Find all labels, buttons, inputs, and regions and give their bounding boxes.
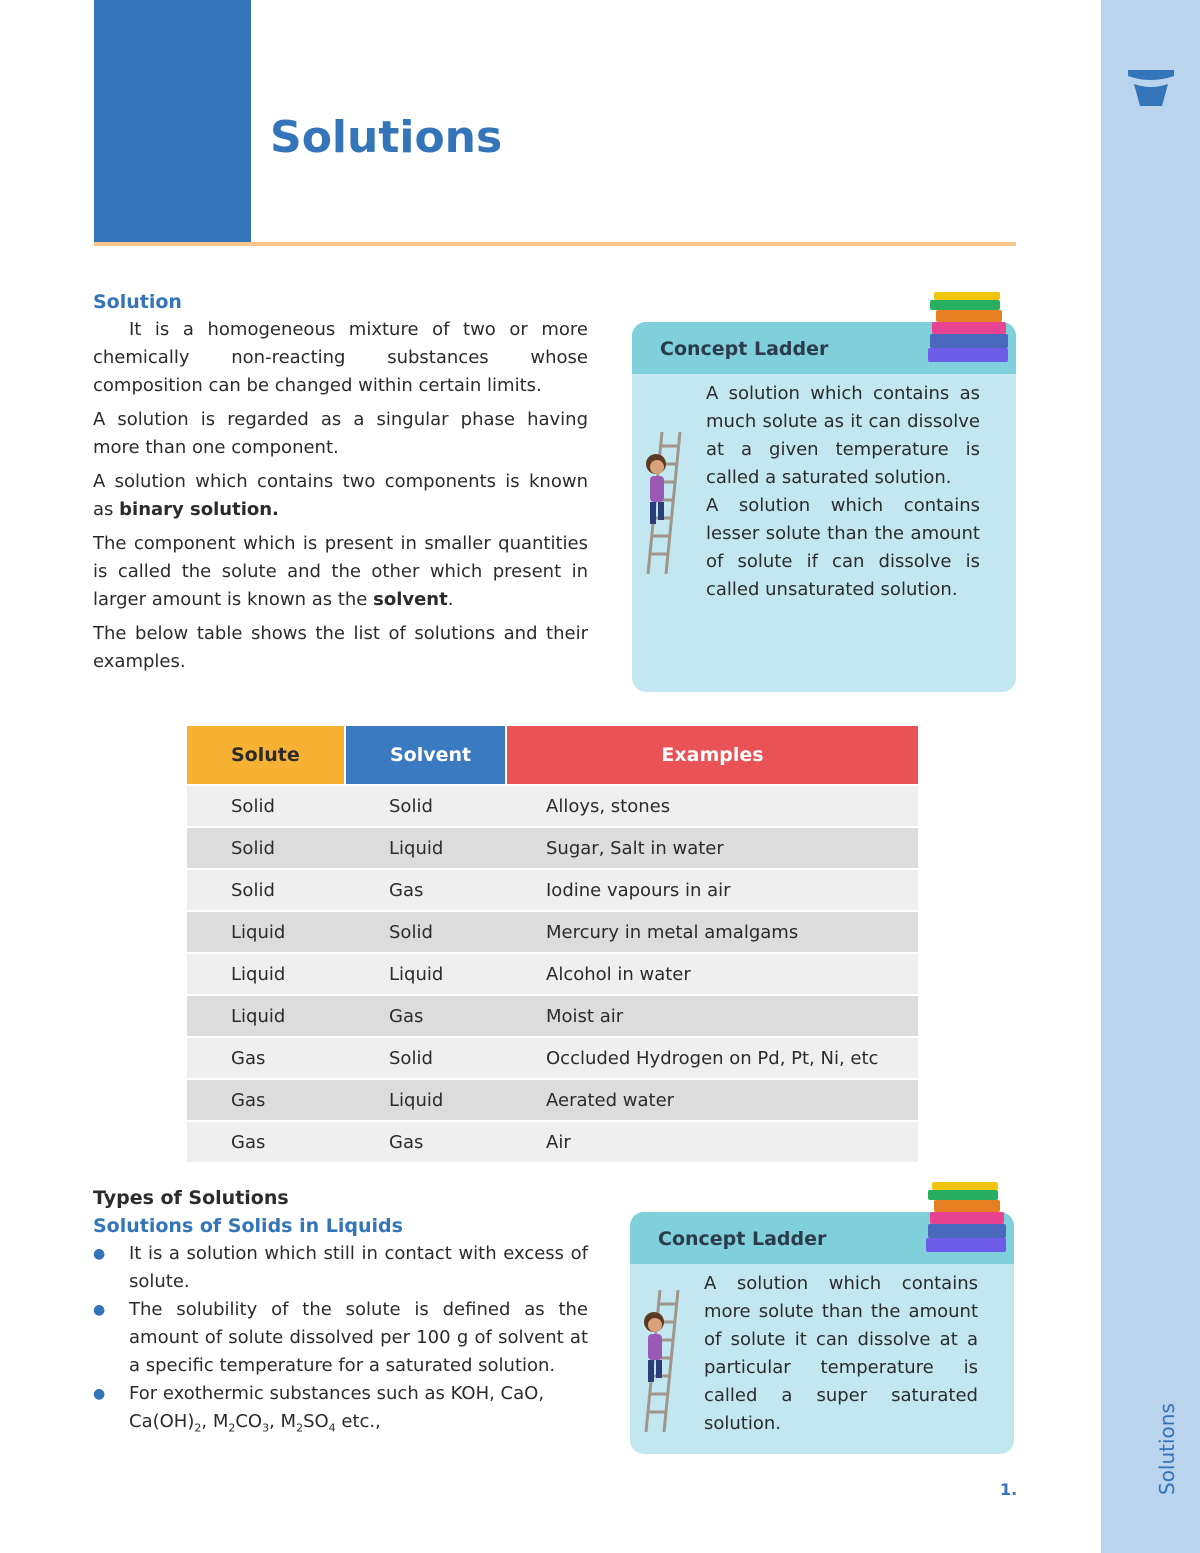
table-header-row xyxy=(187,726,918,785)
cell-solvent: Liquid xyxy=(345,1079,506,1121)
concept-ladder-box-1 xyxy=(632,322,1016,692)
concept-ladder-title: Concept Ladder xyxy=(660,338,829,360)
intro-paragraph-2: A solution is regarded as a singular phase having more than one component. xyxy=(93,409,588,458)
cell-solute: Liquid xyxy=(187,995,345,1037)
solutions-table xyxy=(187,726,918,1162)
table-row xyxy=(187,827,918,869)
cell-solute: Solid xyxy=(187,827,345,869)
intro-paragraph-3: A solution which contains two components is known as binary solution. xyxy=(93,471,588,520)
cell-example: Air xyxy=(506,1121,918,1162)
solvent-term: solvent xyxy=(373,589,448,610)
cell-solvent: Gas xyxy=(345,869,506,911)
cell-solute: Gas xyxy=(187,1121,345,1162)
cell-example: Alloys, stones xyxy=(506,785,918,827)
cell-solute: Solid xyxy=(187,869,345,911)
cell-solvent: Gas xyxy=(345,1121,506,1162)
formula-text: $Ca(OH)_2$, $M_2CO_3$, $M_2SO_4$ etc., xyxy=(129,1411,381,1435)
cell-solvent: Gas xyxy=(345,995,506,1037)
brand-logo-icon xyxy=(1128,70,1174,110)
cell-example: Moist air xyxy=(506,995,918,1037)
header-examples: Examples xyxy=(506,726,918,785)
side-strip xyxy=(1101,0,1200,1553)
cell-solute: Solid xyxy=(187,785,345,827)
types-section xyxy=(93,1184,588,1443)
cell-example: Iodine vapours in air xyxy=(506,869,918,911)
concept-ladder-title: Concept Ladder xyxy=(658,1228,827,1250)
cell-example: Aerated water xyxy=(506,1079,918,1121)
page-title: Solutions xyxy=(270,112,503,163)
book-stack-icon xyxy=(924,1180,1014,1260)
section-heading-solution: Solution xyxy=(93,291,182,313)
supersaturated-definition: A solution which contains more solute than the amount of solute it can dissolve at a particular temperature is called a super saturated solution. xyxy=(704,1273,978,1434)
table-row xyxy=(187,1121,918,1162)
cell-solvent: Liquid xyxy=(345,953,506,995)
table-row xyxy=(187,1079,918,1121)
intro-paragraph-4: The component which is present in smaller quantities is called the solute and the other which present in larger amount is known as the solvent. xyxy=(93,533,588,610)
types-bullet-list xyxy=(93,1240,588,1443)
saturated-definition: A solution which contains as much solute as it can dissolve at a given temperature is called a saturated solution. xyxy=(706,383,980,488)
header-color-block xyxy=(94,0,251,242)
table-row xyxy=(187,785,918,827)
page-number: 1. xyxy=(1000,1480,1018,1499)
girl-on-ladder-icon xyxy=(640,428,690,578)
cell-solvent: Solid xyxy=(345,785,506,827)
cell-solute: Gas xyxy=(187,1037,345,1079)
title-divider xyxy=(94,242,1016,246)
header-solute: Solute xyxy=(187,726,345,785)
table-row xyxy=(187,1037,918,1079)
table-row xyxy=(187,953,918,995)
concept-ladder-text-1 xyxy=(706,380,980,604)
list-item: ● The solubility of the solute is defined as the amount of solute dissolved per 100 g of solvent at a specific temperature for a saturated solution. xyxy=(93,1296,588,1380)
book-stack-icon xyxy=(926,290,1016,370)
unsaturated-definition: A solution which contains lesser solute than the amount of solute if can dissolve is called unsaturated solution. xyxy=(706,495,980,600)
cell-example: Sugar, Salt in water xyxy=(506,827,918,869)
concept-ladder-text-2 xyxy=(704,1270,978,1438)
cell-example: Occluded Hydrogen on Pd, Pt, Ni, etc xyxy=(506,1037,918,1079)
types-heading: Types of Solutions xyxy=(93,1187,289,1209)
side-chapter-label: Solutions xyxy=(1155,1403,1179,1495)
cell-solvent: Solid xyxy=(345,1037,506,1079)
girl-on-ladder-icon xyxy=(638,1286,688,1436)
cell-solvent: Liquid xyxy=(345,827,506,869)
cell-solute: Liquid xyxy=(187,911,345,953)
cell-example: Mercury in metal amalgams xyxy=(506,911,918,953)
intro-section xyxy=(93,288,588,682)
table-row xyxy=(187,869,918,911)
intro-paragraph-1: It is a homogeneous mixture of two or more chemically non-reacting substances whose composition can be changed within certain limits. xyxy=(93,319,588,396)
list-item: ● It is a solution which still in contact with excess of solute. xyxy=(93,1240,588,1296)
types-subheading: Solutions of Solids in Liquids xyxy=(93,1215,403,1237)
binary-solution-term: binary solution. xyxy=(119,499,279,520)
intro-paragraph-5: The below table shows the list of solutions and their examples. xyxy=(93,623,588,672)
table-row xyxy=(187,911,918,953)
table-row xyxy=(187,995,918,1037)
cell-solvent: Solid xyxy=(345,911,506,953)
list-item: ● For exothermic substances such as KOH, CaO, $Ca(OH)_2$, $M_2CO_3$, $M_2SO_4$ etc., xyxy=(93,1380,588,1443)
cell-solute: Liquid xyxy=(187,953,345,995)
cell-solute: Gas xyxy=(187,1079,345,1121)
header-solvent: Solvent xyxy=(345,726,506,785)
cell-example: Alcohol in water xyxy=(506,953,918,995)
